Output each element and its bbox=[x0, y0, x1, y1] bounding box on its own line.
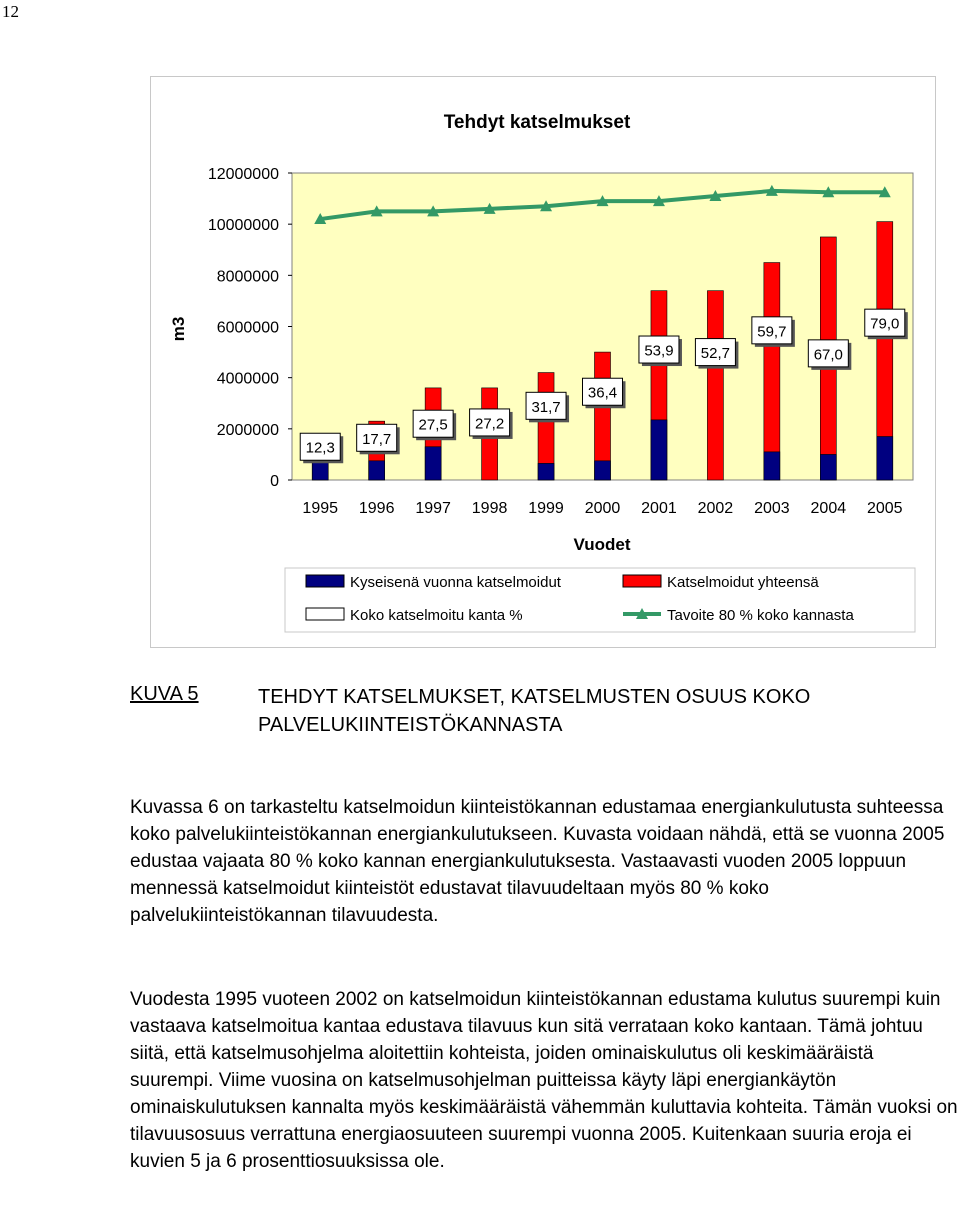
y-tick-label: 0 bbox=[270, 473, 279, 490]
x-tick-label: 2002 bbox=[697, 500, 734, 517]
data-label: 59,7 bbox=[757, 323, 787, 341]
data-label: 79,0 bbox=[870, 315, 900, 333]
bar-year bbox=[877, 437, 893, 480]
y-tick-label: 6000000 bbox=[216, 319, 279, 337]
x-tick-label: 2001 bbox=[641, 500, 677, 517]
x-axis-label: Vuodet bbox=[573, 535, 631, 554]
page-number: 12 bbox=[2, 2, 19, 21]
x-tick-label: 1995 bbox=[302, 500, 339, 517]
bar-year bbox=[595, 461, 611, 480]
data-label: 27,2 bbox=[474, 415, 505, 433]
data-label: 36,4 bbox=[587, 384, 618, 402]
y-tick-label: 8000000 bbox=[216, 268, 279, 286]
legend-label: Tavoite 80 % koko kannasta bbox=[667, 607, 854, 624]
bar-year bbox=[425, 447, 441, 480]
x-tick-label: 1999 bbox=[528, 500, 564, 517]
bar-year bbox=[764, 452, 780, 480]
data-label: 27,5 bbox=[418, 416, 448, 434]
data-label: 12,3 bbox=[305, 439, 335, 457]
data-label: 31,7 bbox=[531, 398, 561, 416]
legend-label: Kyseisenä vuonna katselmoidut bbox=[350, 574, 561, 591]
y-tick-label: 10000000 bbox=[207, 217, 279, 235]
x-tick-label: 1998 bbox=[471, 500, 508, 517]
paragraph-2: Vuodesta 1995 vuoteen 2002 on katselmoidun kiinteistökannan edustama kulutus suurempi kuin vastaava katselmoitua kantaa edustava tilavuus kun sitä verrataan koko kantaan. Tämä johtuu siitä, että katselmusohjelma aloitettiin kohteista, joiden ominaiskulutus oli keskimääräistä suurempi. Viime vuosina on katselmusohjelman puitteissa käyty läpi energiankäytön ominaiskulutuksen kannalta myös keskimääräistä vähemmän kuluttavia kohteita. Tämän vuoksi on tilavuusosuus verrattuna energiaosuuteen suurempi vuonna 2005. Kuitenkaan suuria eroja ei kuvien 5 ja 6 prosenttiosuuksissa ole. bbox=[130, 989, 958, 1172]
bar-year bbox=[369, 461, 385, 480]
figure-label: KUVA 5 bbox=[130, 683, 199, 705]
legend-swatch bbox=[306, 575, 344, 587]
bar-year bbox=[820, 454, 836, 480]
paragraph-1: Kuvassa 6 on tarkasteltu katselmoidun kiinteistökannan edustamaa energiankulutusta suhteessa koko palvelukiinteistökannan energiankulutukseen. Kuvasta voidaan nähdä, että se vuonna 2005 edustaa vajaata 80 % koko kannan energiankulutuksesta. Vastaavasti vuoden 2005 loppuun mennessä katselmoidut kiinteistöt edustavat tilavuudeltaan myös 80 % koko palvelukiinteistökannan tilavuudesta. bbox=[130, 797, 945, 926]
x-tick-label: 2005 bbox=[866, 500, 903, 517]
x-tick-label: 1996 bbox=[358, 500, 395, 517]
bar-total bbox=[707, 291, 723, 480]
legend-swatch bbox=[306, 608, 344, 620]
y-tick-label: 12000000 bbox=[207, 166, 279, 183]
data-label: 67,0 bbox=[813, 346, 843, 364]
legend-swatch bbox=[623, 575, 661, 587]
chart-svg bbox=[151, 77, 937, 649]
legend-label: Katselmoidut yhteensä bbox=[667, 574, 819, 591]
chart-title: Tehdyt katselmukset bbox=[443, 112, 631, 133]
x-tick-label: 2000 bbox=[584, 500, 621, 517]
x-tick-label: 1997 bbox=[415, 500, 451, 517]
y-tick-label: 4000000 bbox=[216, 370, 279, 388]
x-tick-label: 2003 bbox=[754, 500, 790, 517]
bar-year bbox=[651, 420, 667, 480]
x-tick-label: 2004 bbox=[810, 500, 847, 517]
bar-year bbox=[538, 463, 554, 480]
chart-frame bbox=[150, 76, 936, 648]
y-axis-label: m3 bbox=[169, 316, 188, 342]
y-tick-label: 2000000 bbox=[216, 421, 279, 439]
data-label: 52,7 bbox=[700, 345, 731, 363]
data-label: 17,7 bbox=[362, 430, 392, 448]
legend-label: Koko katselmoitu kanta % bbox=[350, 607, 523, 624]
data-label: 53,9 bbox=[644, 342, 674, 360]
bar-total bbox=[764, 263, 780, 480]
figure-caption: TEHDYT KATSELMUKSET, KATSELMUSTEN OSUUS KOKO PALVELUKIINTEISTÖKANNASTA bbox=[258, 686, 811, 736]
